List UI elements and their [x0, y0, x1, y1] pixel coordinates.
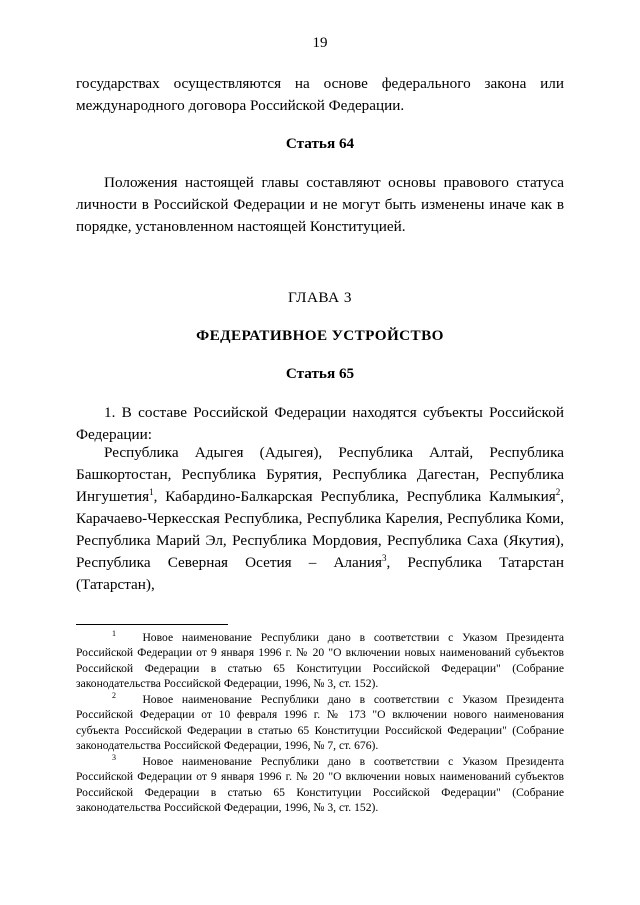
footnote-line: [76, 630, 564, 645]
footnote-mark: 2: [112, 691, 116, 701]
footnote-line: субъекта Российской Федерации в статью 65 Конституции Российской Федерации" (Собрание: [76, 723, 564, 737]
footnote-2: [76, 692, 564, 754]
footnote-3: [76, 754, 564, 816]
footnote-line: Российской Федерации в статью 65 Конституции Российской Федерации" (Собрание: [76, 661, 564, 675]
footnote-line: законодательства Российской Федерации, 1996, № 3, ст. 152).: [76, 677, 379, 691]
subjects-fragment: Республика Северная Осетия – Алания: [76, 554, 382, 571]
footnote-mark: 1: [112, 629, 116, 639]
footnote-line: Российской Федерации от 9 января 1996 г. № 20 "О включении новых наименований субъектов: [76, 646, 564, 660]
article-65-line: Федерации:: [76, 426, 152, 443]
article-65-line: 1. В составе Российской Федерации находятся субъекты Российской: [104, 404, 564, 421]
subjects-line: Башкортостан, Республика Бурятия, Республика Дагестан, Республика: [76, 466, 564, 483]
article-64-paragraph: [76, 172, 564, 238]
footnote-line: [76, 692, 564, 707]
subjects-line: Карачаево-Черкесская Республика, Республика Карелия, Республика Коми,: [76, 510, 564, 527]
footnote-line: Российской Федерации от 9 января 1996 г. № 20 "О включении новых наименований субъектов: [76, 770, 564, 784]
subjects-fragment: , Республика Татарстан (Татарстан),: [76, 554, 564, 593]
subjects-line: [76, 552, 564, 596]
footnote-ref-1: 1: [149, 486, 154, 497]
subjects-fragment: ,: [560, 488, 564, 505]
intro-line: государствах осуществляются на основе федерального закона или: [76, 75, 564, 92]
footnote-separator: [76, 624, 228, 625]
footnote-line: Российской Федерации в статью 65 Конституции Российской Федерации" (Собрание: [76, 785, 564, 799]
subjects-fragment: , Кабардино-Балкарская Республика, Республика Калмыкия: [153, 488, 556, 505]
footnote-mark: 3: [112, 753, 116, 763]
article-65-title: Статья 65: [285, 365, 355, 382]
footnote-line: [76, 754, 564, 769]
intro-line: международного договора Российской Федерации.: [76, 97, 405, 114]
footnote-1: [76, 630, 564, 692]
footnote-line: законодательства Российской Федерации, 1996, № 7, ст. 676).: [76, 739, 379, 753]
article-65-item-1: [76, 402, 564, 446]
intro-paragraph: [76, 73, 564, 117]
footnote-line: законодательства Российской Федерации, 1996, № 3, ст. 152).: [76, 801, 379, 815]
subjects-fragment: Ингушетия: [76, 488, 150, 505]
article-64-line: личности в Российской Федерации и не могут быть изменены иначе как в: [76, 196, 564, 213]
footnote-text: Новое наименование Республики дано в соответствии с Указом Президента: [142, 755, 565, 768]
subjects-line: [76, 486, 564, 508]
footnote-ref-3: 3: [381, 552, 387, 563]
subjects-line: Республика Адыгея (Адыгея), Республика Алтай, Республика: [104, 444, 564, 461]
footnote-text: Новое наименование Республики дано в соответствии с Указом Президента: [142, 631, 565, 644]
footnote-line: Российской Федерации от 10 февраля 1996 г. № 173 "О включении нового наименования: [76, 708, 564, 722]
footnote-text: Новое наименование Республики дано в соответствии с Указом Президента: [142, 693, 565, 706]
subjects-line: Республика Марий Эл, Республика Мордовия, Республика Саха (Якутия),: [76, 532, 564, 549]
page-number: 19: [312, 35, 328, 51]
article-64-line: порядке, установленном настоящей Конституцией.: [76, 218, 406, 235]
chapter-title: ФЕДЕРАТИВНОЕ УСТРОЙСТВО: [196, 327, 444, 344]
footnote-ref-2: 2: [555, 486, 561, 497]
article-64-title: Статья 64: [285, 135, 355, 152]
chapter-label: ГЛАВА 3: [288, 289, 352, 306]
article-64-line: Положения настоящей главы составляют основы правового статуса: [104, 174, 564, 191]
subjects-list: [76, 442, 564, 596]
